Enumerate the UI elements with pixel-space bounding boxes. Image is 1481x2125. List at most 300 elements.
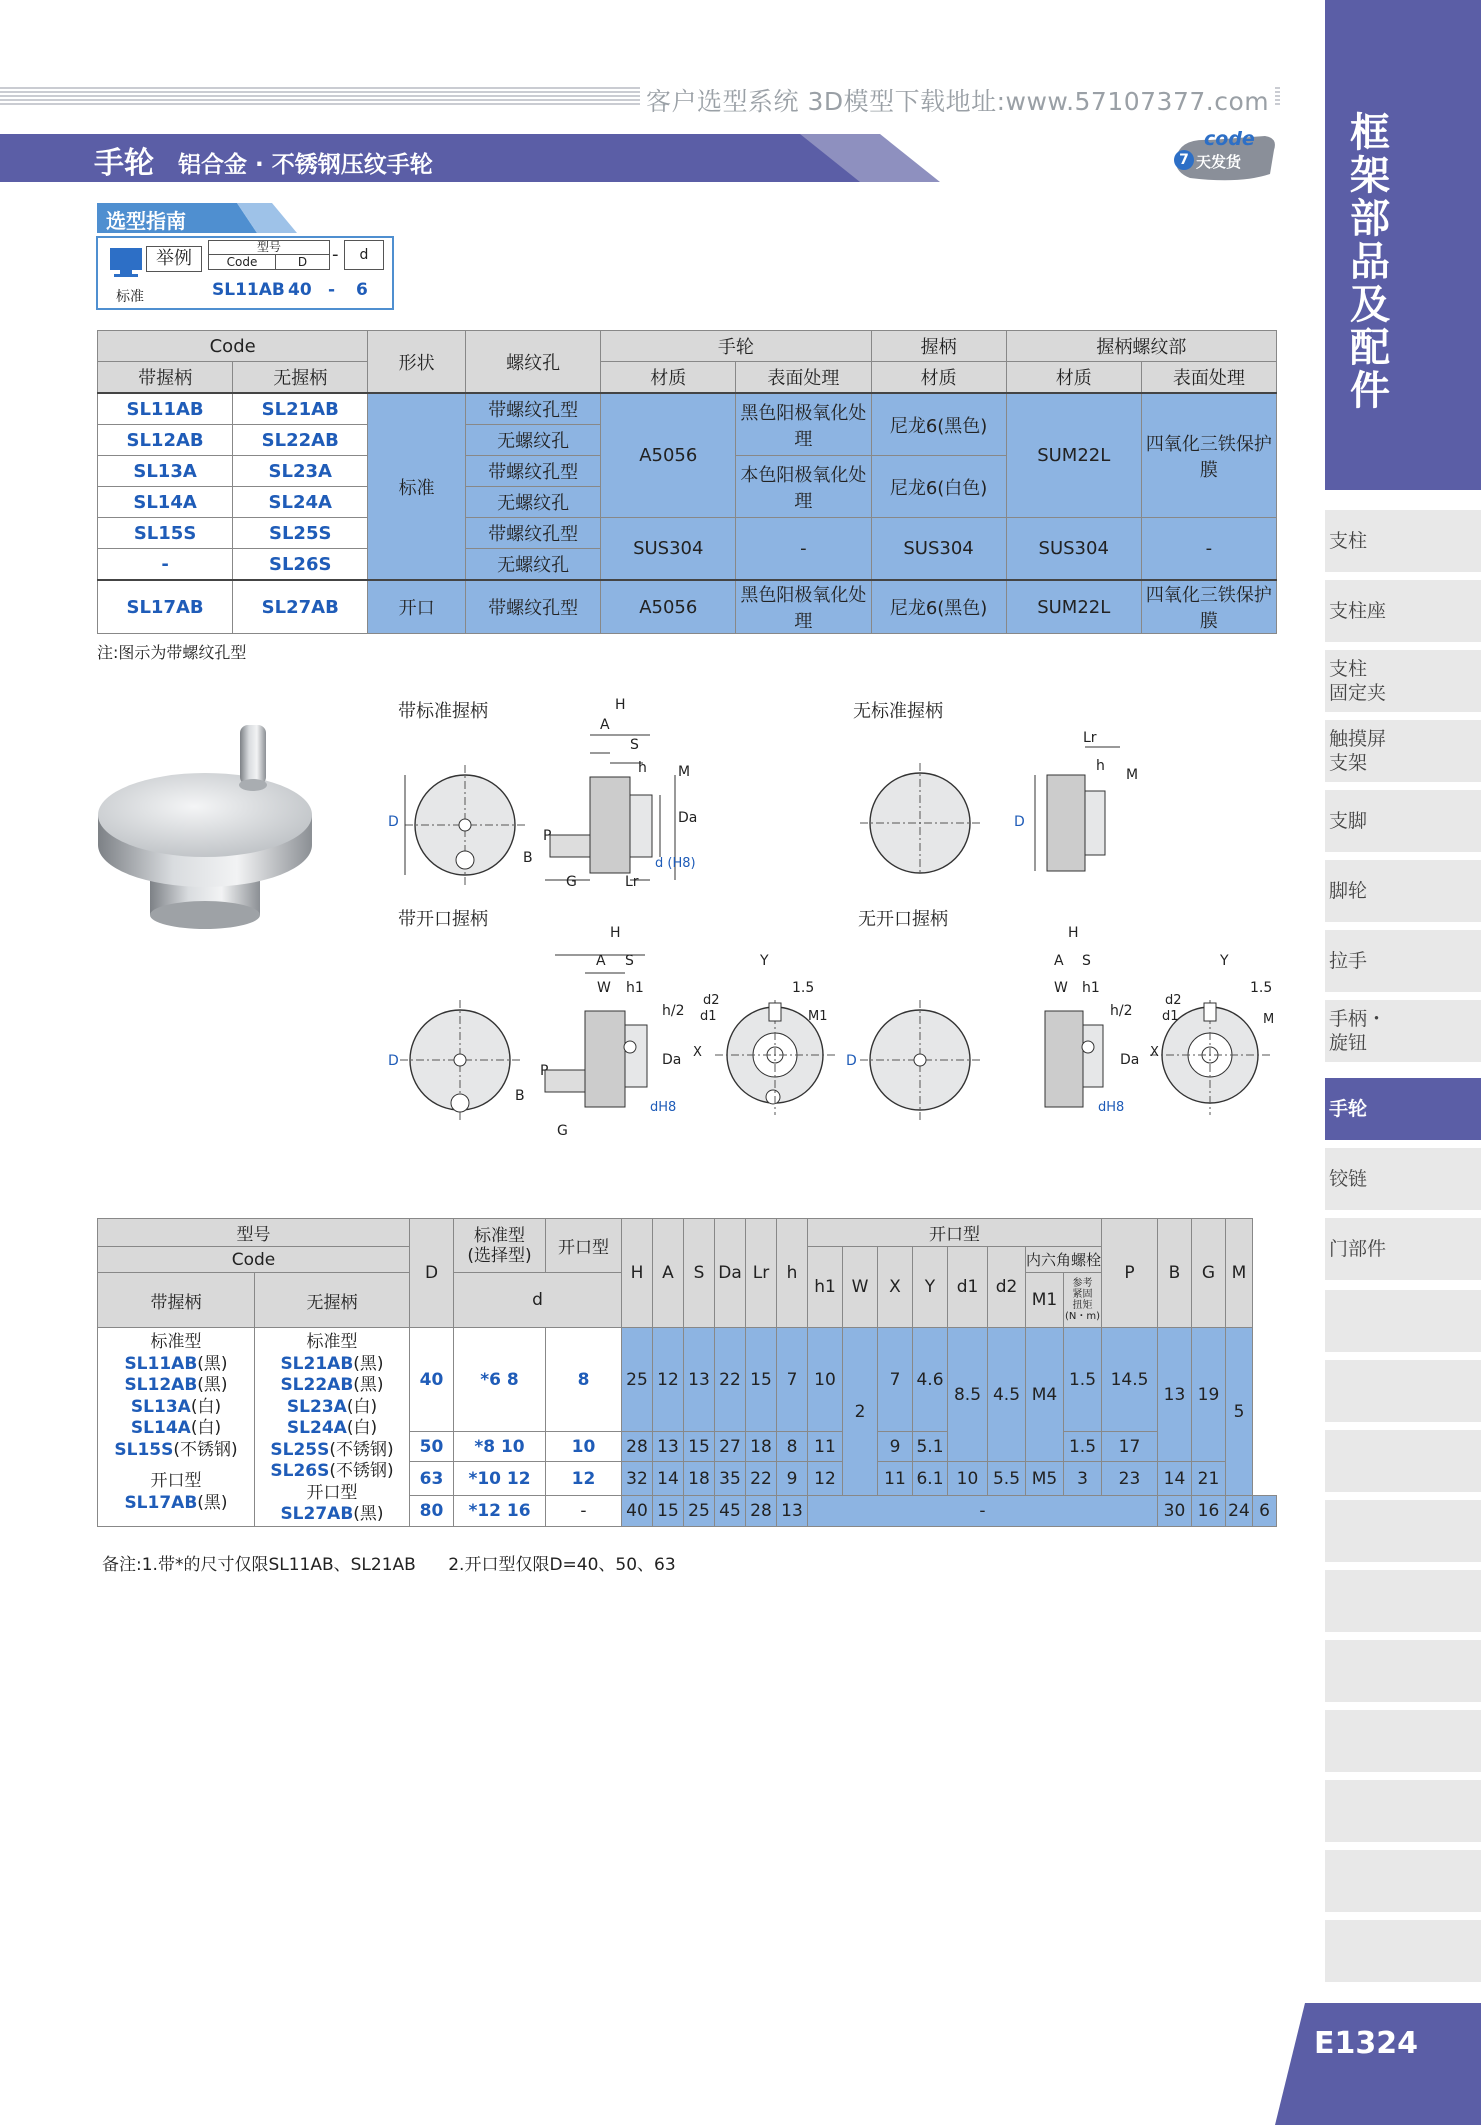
dimension-table	[97, 1218, 1277, 1527]
cell-Da: 27	[715, 1432, 746, 1462]
th-wheel-surface: 表面处理	[736, 362, 871, 394]
model-code: SL25S	[270, 1439, 330, 1460]
guide-standard: 标准	[116, 289, 144, 305]
hole-type: 无螺纹孔	[466, 425, 601, 456]
th-grip-thread-surface: 表面处理	[1141, 362, 1276, 394]
sidebar-tab[interactable]: 拉手	[1325, 930, 1481, 992]
model-suffix: (白)	[190, 1418, 222, 1438]
grip-nylon-black: 尼龙6(黑色)	[871, 393, 1006, 456]
cell-torque: 3	[1064, 1462, 1102, 1496]
dim-H-4: H	[1068, 925, 1079, 941]
th-h: h	[777, 1219, 808, 1328]
shape-open: 开口	[368, 580, 466, 634]
code-with: SL15S	[98, 518, 233, 549]
th-Lr: Lr	[746, 1219, 777, 1328]
sidebar-category-title: 框架部品及配件	[1350, 110, 1390, 414]
model-code: SL12AB	[124, 1375, 198, 1395]
model-suffix: (黑)	[197, 1492, 228, 1513]
model-item	[255, 1375, 409, 1397]
wheel-material-a5056: A5056	[601, 580, 736, 634]
model-suffix: (黑)	[197, 1375, 228, 1395]
handwheel-photo	[95, 715, 345, 930]
cell-A: 15	[653, 1496, 684, 1526]
cell-d-std: *8 10	[454, 1432, 546, 1462]
sidebar-tab[interactable]: 铰链	[1325, 1148, 1481, 1210]
dim-B-3: B	[515, 1088, 525, 1104]
cell-A: 12	[653, 1328, 684, 1432]
th-h1: h1	[808, 1247, 843, 1328]
hole-type: 带螺纹孔型	[466, 580, 601, 634]
th-X: X	[878, 1247, 913, 1328]
dim-H: H	[615, 697, 626, 713]
model-item	[98, 1397, 254, 1419]
cell-Da: 45	[715, 1496, 746, 1526]
cell-S: 15	[684, 1432, 715, 1462]
cell-d-std: *6 8	[454, 1328, 546, 1432]
dim-H-3: H	[610, 925, 621, 941]
cell-d2: 5.5	[988, 1462, 1026, 1496]
surface-black-anod: 黑色阳极氧化处理	[736, 580, 871, 634]
dim-X: X	[693, 1045, 702, 1060]
dim-d2: d2	[703, 993, 720, 1008]
dim-h2-4: h/2	[1110, 1003, 1133, 1019]
code-with: SL12AB	[98, 425, 233, 456]
code-with: SL13A	[98, 456, 233, 487]
code-with: SL14A	[98, 487, 233, 518]
guide-D-label: D	[297, 255, 308, 269]
cell-d-std: *12 16	[454, 1496, 546, 1526]
delivery-badge	[1170, 128, 1280, 184]
spec-table	[97, 330, 1277, 634]
code-with: -	[98, 549, 233, 581]
dim-D: D	[388, 814, 399, 830]
cell-M: 5	[1226, 1328, 1253, 1496]
cell-H: 28	[622, 1432, 653, 1462]
code-with: SL17AB	[98, 580, 233, 634]
cell-h1: 10	[808, 1328, 843, 1432]
cell-d-open: 10	[546, 1432, 622, 1462]
cell-torque: 1.5	[1064, 1328, 1102, 1432]
th-grip-thread-material: 材质	[1006, 362, 1141, 394]
model-suffix: (黑)	[353, 1375, 384, 1395]
spec-note: 注:图示为带螺纹孔型	[97, 643, 247, 662]
monitor-icon	[108, 246, 144, 280]
dim-A: A	[600, 717, 610, 733]
dim-d2-4: d2	[1165, 993, 1182, 1008]
sidebar-tab[interactable]: 支脚	[1325, 790, 1481, 852]
cell-P: 23	[1102, 1462, 1158, 1496]
dim-Da-4: Da	[1120, 1052, 1140, 1068]
hole-type: 带螺纹孔型	[466, 518, 601, 549]
model-suffix: (白)	[346, 1418, 378, 1438]
dim-d1-4: d1	[1162, 1009, 1179, 1024]
dim-S-3: S	[625, 953, 634, 969]
th-Da: Da	[715, 1219, 746, 1328]
model-item	[255, 1397, 409, 1419]
dim-M: M	[678, 764, 691, 780]
drawing-label-std-with: 带标准握柄	[398, 701, 488, 722]
dim-h: h	[638, 760, 647, 776]
cell-G: 24	[1226, 1496, 1253, 1526]
model-code: SL11AB	[124, 1353, 198, 1374]
guide-type-label: 型号	[209, 241, 329, 255]
model-code: SL15S	[114, 1439, 174, 1460]
dim-h2: h/2	[662, 1003, 685, 1019]
th-code: Code	[98, 331, 368, 362]
drawing-open-without	[855, 905, 1285, 1145]
dim-Lr: Lr	[625, 874, 639, 890]
th-shape: 形状	[368, 331, 466, 394]
model-item	[255, 1461, 409, 1483]
cell-S: 25	[684, 1496, 715, 1526]
dim-G-3: G	[557, 1123, 568, 1139]
model-item	[98, 1375, 254, 1397]
cell-S: 18	[684, 1462, 715, 1496]
model-suffix: (黑)	[353, 1353, 384, 1374]
code-without: SL26S	[233, 549, 368, 581]
dim-D-2: D	[1014, 814, 1025, 830]
cell-h: 9	[777, 1462, 808, 1496]
sidebar-tab[interactable]: 支柱 固定夹	[1325, 650, 1481, 712]
badge-text: 天发货	[1196, 153, 1242, 171]
model-code: SL21AB	[280, 1353, 354, 1374]
code-without: SL24A	[233, 487, 368, 518]
dim-dH8-3: dH8	[650, 1100, 677, 1115]
model-spacer	[98, 1461, 254, 1471]
code-without: SL23A	[233, 456, 368, 487]
dim-h-2: h	[1096, 758, 1105, 774]
cell-D: 80	[410, 1496, 454, 1526]
drawing-label-open-with: 带开口握柄	[398, 909, 488, 930]
sidebar-tab-empty	[1325, 1290, 1481, 1352]
th-model: 型号	[98, 1219, 410, 1247]
model-item	[98, 1493, 254, 1515]
dim-A-3: A	[596, 953, 606, 969]
surface-natural-anod: 本色阳极氧化处理	[736, 456, 871, 518]
cell-H: 40	[622, 1496, 653, 1526]
model-suffix: (黑)	[353, 1504, 384, 1524]
code-with: SL11AB	[98, 393, 233, 425]
model-code: SL22AB	[280, 1375, 354, 1395]
cell-B: 14	[1158, 1462, 1192, 1496]
sidebar-tab[interactable]: 手柄・ 旋钮	[1325, 1000, 1481, 1062]
hole-type: 无螺纹孔	[466, 487, 601, 518]
cell-G: 19	[1192, 1328, 1226, 1462]
model-code: SL27AB	[280, 1504, 354, 1524]
grip-sus304: SUS304	[871, 518, 1006, 581]
wheel-material-sus304: SUS304	[601, 518, 736, 581]
model-code: SL17AB	[124, 1492, 198, 1513]
code-without: SL21AB	[233, 393, 368, 425]
th-M: M	[1226, 1219, 1253, 1328]
cell-P: 17	[1102, 1432, 1158, 1462]
page-number-tab	[1275, 2003, 1481, 2125]
hole-type: 带螺纹孔型	[466, 456, 601, 487]
sidebar-category-panel	[1325, 0, 1481, 490]
cell-Da: 35	[715, 1462, 746, 1496]
cell-D: 50	[410, 1432, 454, 1462]
cell-H: 32	[622, 1462, 653, 1496]
th-with-handle: 带握柄	[98, 362, 233, 394]
grip-thread-sum22l: SUM22L	[1006, 580, 1141, 634]
model-item	[98, 1440, 254, 1462]
dim-Da-3: Da	[662, 1052, 682, 1068]
dim-D-4: D	[846, 1053, 857, 1069]
models-without-handle	[255, 1328, 410, 1527]
cell-Y: 6.1	[913, 1462, 948, 1496]
th-without-handle: 无握柄	[233, 362, 368, 394]
page-number: E1324	[1314, 2026, 1418, 2061]
cell-Y: 5.1	[913, 1432, 948, 1462]
dimension-note: 备注:1.带*的尺寸仅限SL11AB、SL21AB 2.开口型仅限D=40、50、63	[102, 1555, 676, 1575]
cell-Lr: 18	[746, 1432, 777, 1462]
dim-S: S	[630, 737, 639, 753]
page-subtitle: 铝合金 · 不锈钢压纹手轮	[178, 152, 433, 178]
sidebar-tab[interactable]: 触摸屏 支架	[1325, 720, 1481, 782]
th-A: A	[653, 1219, 684, 1328]
th-P: P	[1102, 1219, 1158, 1328]
model-suffix: (白)	[190, 1396, 222, 1417]
th-d: d	[454, 1273, 622, 1328]
model-suffix: (黑)	[197, 1353, 228, 1374]
sidebar-tab-empty	[1325, 1570, 1481, 1632]
code-without: SL27AB	[233, 580, 368, 634]
dim-G: G	[566, 874, 577, 890]
cell-open-na: -	[808, 1496, 1158, 1526]
dim-1-5: 1.5	[792, 980, 815, 996]
guide-example-D: 40	[288, 280, 312, 300]
model-suffix: (不锈钢)	[329, 1461, 394, 1481]
cell-d-open: 12	[546, 1462, 622, 1496]
dim-W-4: W	[1054, 980, 1068, 996]
drawing-label-std-without: 无标准握柄	[853, 701, 943, 722]
model-suffix: (不锈钢)	[329, 1439, 394, 1460]
guide-example-box	[96, 236, 394, 310]
th-open-group: 开口型	[808, 1219, 1102, 1247]
model-code: SL13A	[130, 1396, 191, 1417]
cell-X: 11	[878, 1462, 913, 1496]
th-Y: Y	[913, 1247, 948, 1328]
badge-num: 7	[1174, 150, 1194, 170]
th-d2: d2	[988, 1247, 1026, 1328]
models-with-handle	[98, 1328, 255, 1527]
model-suffix: (不锈钢)	[173, 1439, 238, 1460]
cell-G: 21	[1192, 1462, 1226, 1496]
cell-P: 14.5	[1102, 1328, 1158, 1432]
grip-thread-black-oxide: 四氧化三铁保护膜	[1141, 580, 1276, 634]
sidebar-tab[interactable]: 支柱	[1325, 510, 1481, 572]
wheel-material-a5056: A5056	[601, 393, 736, 518]
grip-thread-surface-none: -	[1141, 518, 1276, 581]
sidebar-tab-empty	[1325, 1710, 1481, 1772]
th-H: H	[622, 1219, 653, 1328]
cell-X: 7	[878, 1328, 913, 1432]
grip-thread-sus304: SUS304	[1006, 518, 1141, 581]
surface-none: -	[736, 518, 871, 581]
sidebar-tab[interactable]: 支柱座	[1325, 580, 1481, 642]
cell-d2: 4.5	[988, 1328, 1026, 1462]
dim-dH8-4: dH8	[1098, 1100, 1125, 1115]
cell-P: 30	[1158, 1496, 1192, 1526]
th-grip-thread: 握柄螺纹部	[1006, 331, 1276, 362]
model-item	[255, 1504, 409, 1526]
sidebar-tab-empty	[1325, 1430, 1481, 1492]
cell-d1: 10	[948, 1462, 988, 1496]
th-with-handle: 带握柄	[98, 1273, 255, 1328]
th-hex-bolt: 内六角螺栓	[1026, 1247, 1102, 1273]
guide-example-label: 举例	[146, 246, 202, 272]
cell-d-std: *10 12	[454, 1462, 546, 1496]
dim-M-2: M	[1126, 767, 1139, 783]
th-std-type: 标准型 (选择型)	[454, 1219, 546, 1273]
dim-d1: d1	[700, 1009, 717, 1024]
th-M1: M1	[1026, 1273, 1064, 1328]
model-group-open: 开口型	[306, 1482, 358, 1503]
dim-M-4: M	[1263, 1012, 1275, 1027]
th-grip-material: 材质	[871, 362, 1006, 394]
guide-example-d: 6	[356, 280, 368, 300]
sidebar-tab-empty	[1325, 1500, 1481, 1562]
grip-nylon-white: 尼龙6(白色)	[871, 456, 1006, 518]
th-grip: 握柄	[871, 331, 1006, 362]
model-item	[255, 1440, 409, 1462]
dim-Lr-2: Lr	[1083, 730, 1097, 746]
th-torque: 参考 紧固 扭矩 (N・m)	[1064, 1273, 1102, 1328]
cell-M1: M4	[1026, 1328, 1064, 1462]
guide-dash: -	[332, 244, 339, 265]
dim-h1: h1	[626, 980, 644, 996]
th-W: W	[843, 1247, 878, 1328]
page-title: 手轮	[94, 146, 154, 181]
cell-Y: 4.6	[913, 1328, 948, 1432]
sidebar-tab-empty	[1325, 1920, 1481, 1982]
grip-nylon-black: 尼龙6(黑色)	[871, 580, 1006, 634]
dim-P: P	[543, 828, 552, 844]
guide-heading: 选型指南	[106, 209, 186, 233]
th-G: G	[1192, 1219, 1226, 1328]
cell-H: 25	[622, 1328, 653, 1432]
grip-thread-black-oxide: 四氧化三铁保护膜	[1141, 393, 1276, 518]
cell-B: 13	[1158, 1328, 1192, 1462]
cell-h1: 11	[808, 1432, 843, 1462]
surface-black-anod: 黑色阳极氧化处理	[736, 393, 871, 456]
th-d1: d1	[948, 1247, 988, 1328]
dim-P-3: P	[540, 1063, 549, 1079]
dim-W: W	[597, 980, 611, 996]
cell-d1: 8.5	[948, 1328, 988, 1462]
grip-thread-sum22l: SUM22L	[1006, 393, 1141, 518]
cell-D: 40	[410, 1328, 454, 1432]
th-wheel: 手轮	[601, 331, 871, 362]
sidebar-tab[interactable]: 门部件	[1325, 1218, 1481, 1280]
th-without-handle: 无握柄	[255, 1273, 410, 1328]
dim-A-4: A	[1054, 953, 1064, 969]
dim-Y-4: Y	[1220, 953, 1229, 969]
dim-S-4: S	[1082, 953, 1091, 969]
cell-D: 63	[410, 1462, 454, 1496]
th-S: S	[684, 1219, 715, 1328]
th-wheel-material: 材质	[601, 362, 736, 394]
drawing-open-with	[385, 905, 845, 1145]
cell-Lr: 15	[746, 1328, 777, 1432]
dim-Y: Y	[760, 953, 769, 969]
cell-h: 8	[777, 1432, 808, 1462]
shape-standard: 标准	[368, 393, 466, 580]
cell-d-open: -	[546, 1496, 622, 1526]
cell-B: 16	[1192, 1496, 1226, 1526]
dim-D-3: D	[388, 1053, 399, 1069]
model-suffix: (白)	[346, 1396, 378, 1417]
model-code: SL23A	[286, 1396, 347, 1417]
cell-torque: 1.5	[1064, 1432, 1102, 1462]
sidebar-tab[interactable]: 脚轮	[1325, 860, 1481, 922]
th-code: Code	[98, 1247, 410, 1273]
guide-example-dash: -	[328, 280, 336, 300]
cell-h1: 12	[808, 1462, 843, 1496]
th-open-type: 开口型	[546, 1219, 622, 1273]
model-item	[255, 1418, 409, 1440]
code-without: SL22AB	[233, 425, 368, 456]
model-code: SL26S	[270, 1461, 330, 1481]
cell-W: 2	[843, 1328, 878, 1496]
sidebar-tab-empty	[1325, 1640, 1481, 1702]
badge-code: code	[1204, 128, 1255, 150]
cell-h: 7	[777, 1328, 808, 1432]
dim-h1-4: h1	[1082, 980, 1100, 996]
cell-S: 13	[684, 1328, 715, 1432]
cell-Lr: 28	[746, 1496, 777, 1526]
dim-X-4: X	[1150, 1045, 1159, 1060]
cell-d-open: 8	[546, 1328, 622, 1432]
cell-M1: M5	[1026, 1462, 1064, 1496]
drawing-std-without	[855, 725, 1145, 875]
th-thread-hole: 螺纹孔	[466, 331, 601, 394]
cell-X: 9	[878, 1432, 913, 1462]
drawing-label-open-without: 无开口握柄	[858, 909, 948, 930]
model-item	[98, 1418, 254, 1440]
model-code: SL24A	[286, 1418, 347, 1438]
cell-A: 14	[653, 1462, 684, 1496]
cell-M: 6	[1253, 1496, 1277, 1526]
cell-h: 13	[777, 1496, 808, 1526]
hole-type: 带螺纹孔型	[466, 393, 601, 425]
guide-d-label: d	[344, 240, 384, 270]
dim-1-5-4: 1.5	[1250, 980, 1273, 996]
code-without: SL25S	[233, 518, 368, 549]
model-group-std: 标准型	[306, 1332, 358, 1352]
sidebar-tab[interactable]: 手轮	[1325, 1078, 1481, 1140]
dim-Da: Da	[678, 810, 698, 826]
sidebar-tab-empty	[1325, 1360, 1481, 1422]
guide-example-code: SL11AB	[212, 280, 285, 300]
sidebar-tab-empty	[1325, 1780, 1481, 1842]
model-code: SL14A	[130, 1418, 191, 1438]
dim-M1: M1	[808, 1009, 828, 1024]
dim-dH8: d (H8)	[655, 856, 696, 871]
cell-Da: 22	[715, 1328, 746, 1432]
model-group-std: 标准型	[150, 1332, 202, 1352]
header-url: 客户选型系统 3D模型下载地址:www.57107377.com	[640, 82, 1275, 118]
guide-type-box	[208, 240, 330, 270]
guide-code-label: Code	[209, 255, 276, 269]
th-D: D	[410, 1219, 454, 1328]
hole-type: 无螺纹孔	[466, 549, 601, 581]
model-group-open: 开口型	[150, 1471, 202, 1491]
dim-B: B	[523, 850, 533, 866]
th-B: B	[1158, 1219, 1192, 1328]
model-item	[98, 1354, 254, 1376]
cell-A: 13	[653, 1432, 684, 1462]
